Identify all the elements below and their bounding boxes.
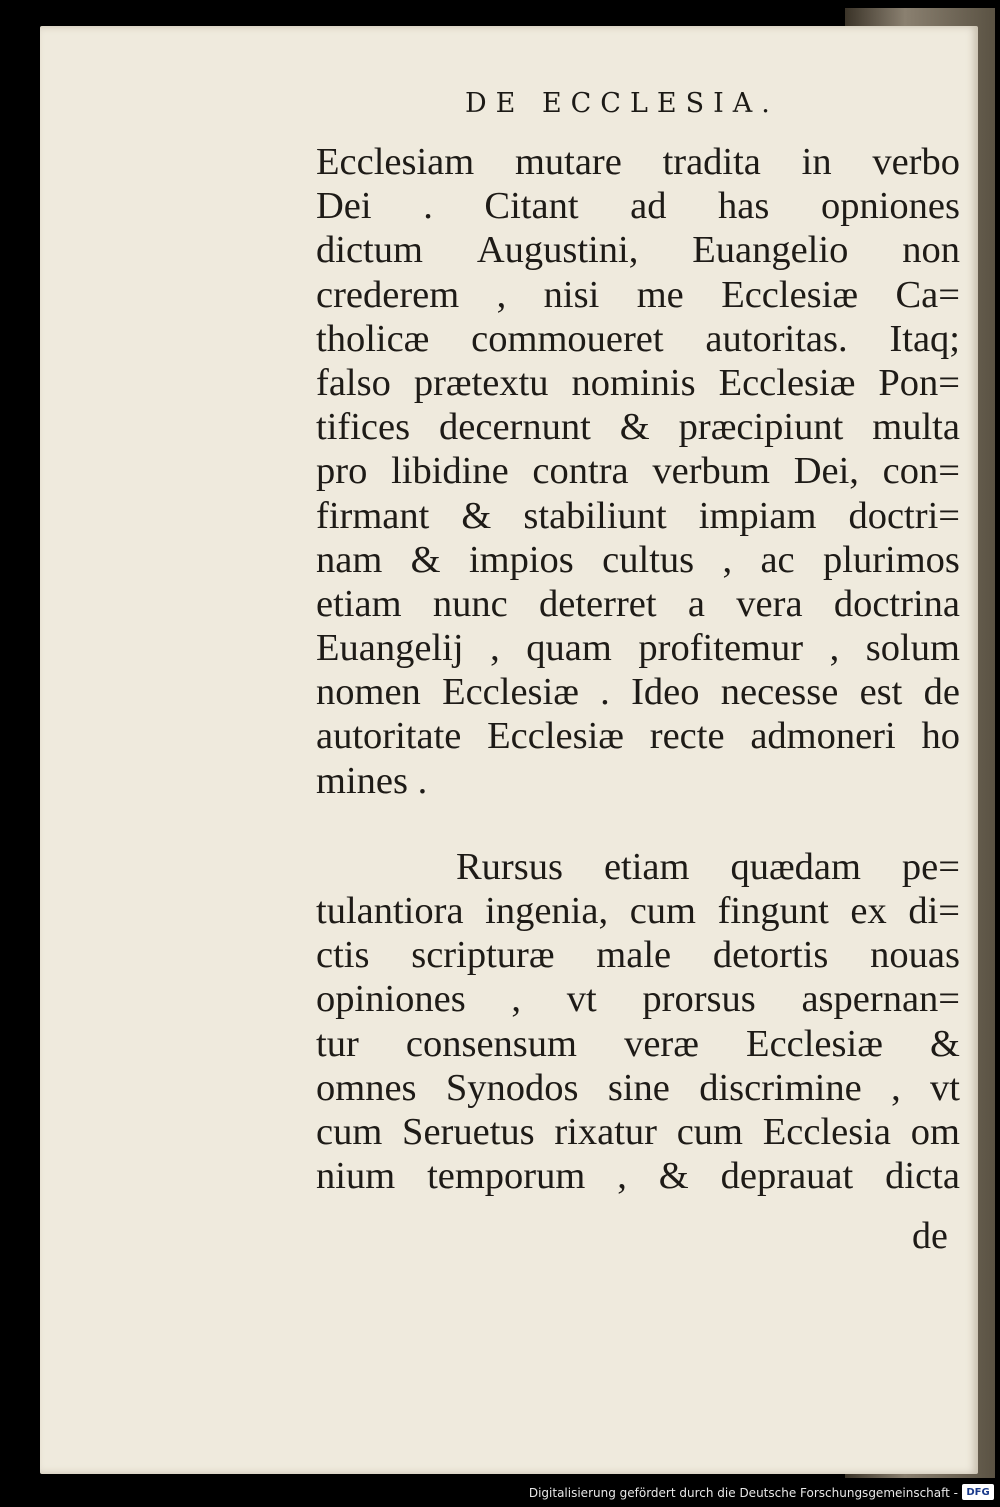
footer-bar <box>0 1478 1000 1507</box>
catchword: de <box>912 1215 948 1257</box>
paragraph-1 <box>316 140 960 803</box>
text-line: omnes Synodos sine discrimine , vt <box>316 1066 960 1109</box>
text-line: autoritate Ecclesiæ recte admoneri ho <box>316 715 960 758</box>
text-line: cum Seruetus rixatur cum Ecclesia om <box>316 1110 960 1153</box>
text-line: tulantiora ingenia, cum fingunt ex di= <box>316 890 960 932</box>
text-line: opiniones , vt prorsus aspernan= <box>316 978 960 1021</box>
text-line: Rursus etiam quædam pe= <box>456 845 960 888</box>
text-line: pro libidine contra verbum Dei, con= <box>316 450 960 493</box>
paragraph-gap <box>316 803 960 845</box>
text-line: mines . <box>316 759 428 802</box>
text-line: nam & impios cultus , ac plurimos <box>316 538 960 581</box>
text-line: dictum Augustini, Euangelio non <box>316 229 960 272</box>
text-line: crederem , nisi me Ecclesiæ Ca= <box>316 273 960 316</box>
text-block <box>316 140 960 1198</box>
text-line: tur consensum veræ Ecclesiæ & <box>316 1022 960 1065</box>
text-line: tifices decernunt & præcipiunt multa <box>316 406 960 449</box>
text-line: nomen Ecclesiæ . Ideo necesse est de <box>316 671 960 714</box>
text-line: tholicæ commoueret autoritas. Itaq; <box>316 317 960 360</box>
paragraph-2 <box>316 845 960 1199</box>
text-line: ctis scripturæ male detortis nouas <box>316 934 960 977</box>
footer-credit: Digitalisierung gefördert durch die Deutsche Forschungsgemeinschaft - <box>528 1486 958 1500</box>
running-head: DE ECCLESIA. <box>465 88 779 119</box>
text-line: nium temporum , & deprauat dicta <box>316 1155 960 1198</box>
text-line: etiam nunc deterret a vera doctrina <box>316 582 960 625</box>
dfg-logo: DFG <box>962 1484 994 1500</box>
text-line: Dei . Citant ad has opniones <box>316 185 960 228</box>
text-line: Ecclesiam mutare tradita in verbo <box>316 141 960 183</box>
text-line: firmant & stabiliunt impiam doctri= <box>316 494 960 537</box>
text-line: falso prætextu nominis Ecclesiæ Pon= <box>316 361 960 404</box>
text-line: Euangelij , quam profitemur , solum <box>316 627 960 670</box>
